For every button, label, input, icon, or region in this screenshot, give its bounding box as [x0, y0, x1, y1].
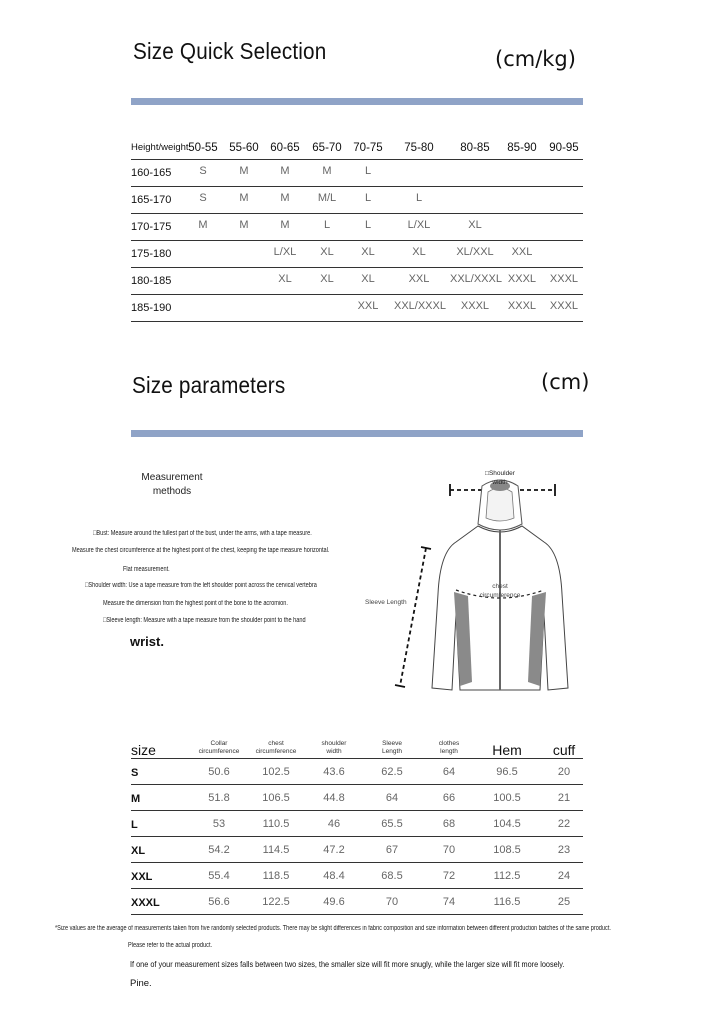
method-line-shoulder: □Shoulder width: Use a tape measure from the left shoulder point across the cervical vertebra [85, 582, 317, 589]
size-table-row [131, 889, 583, 915]
measurement-cell: 114.5 [262, 844, 290, 856]
measurement-cell: 65.5 [381, 818, 403, 830]
size-cell: XL [320, 273, 334, 285]
measurement-cell: 72 [442, 870, 456, 882]
quick-table-row [131, 268, 583, 295]
size-cell: XXXL [507, 273, 537, 285]
measurement-cell: 74 [442, 896, 456, 908]
size-cell: L [364, 219, 372, 231]
weight-header-8: 90-95 [549, 142, 579, 154]
size-parameters-title: Size parameters [132, 372, 286, 398]
size-cell: XL [361, 246, 375, 258]
section-divider-bar [131, 98, 583, 105]
weight-header-2: 60-65 [270, 142, 300, 154]
size-cell: XXL/XXXL [450, 273, 502, 285]
measurement-cell: 70 [442, 844, 456, 856]
note-pine: Pine. [130, 978, 152, 989]
column-header-line-1: chest [268, 740, 284, 747]
measurement-cell: 112.5 [493, 870, 521, 882]
measurement-cell: 66 [442, 792, 456, 804]
size-cell: L/XL [407, 219, 431, 231]
size-cell: M [280, 219, 290, 231]
size-table-row [131, 837, 583, 863]
weight-header-5: 75-80 [404, 142, 434, 154]
method-line-bust: □Bust: Measure around the fullest part of the bust, under the arms, with a tape measure. [93, 530, 312, 537]
size-label: L [131, 819, 138, 831]
measurement-cell: 53 [212, 818, 226, 830]
measurement-cell: 68.5 [381, 870, 403, 882]
size-label: XL [131, 845, 146, 857]
size-cell: XL [468, 219, 482, 231]
note-fit: If one of your measurement sizes falls between two sizes, the smaller size will fit more snugly, while the larger size will fit more loosely. [130, 959, 565, 969]
size-parameter-table [131, 735, 583, 915]
size-cell: XL [412, 246, 426, 258]
measurement-cell: 21 [557, 792, 571, 804]
size-label: S [131, 767, 139, 779]
weight-header-7: 85-90 [507, 142, 537, 154]
size-cell: XXXL [549, 273, 579, 285]
size-cell: L [415, 192, 423, 204]
measurement-cell: 62.5 [381, 766, 403, 778]
size-cell: XL/XXL [456, 246, 494, 258]
measurement-cell: 68 [442, 818, 456, 830]
measurement-cell: 67 [385, 844, 399, 856]
weight-header-6: 80-85 [460, 142, 490, 154]
jacket-illustration [360, 464, 590, 696]
chest-label-line-2: circumference [479, 592, 521, 599]
measurement-cell: 20 [557, 766, 571, 778]
method-line-chest: Measure the chest circumference at the highest point of the chest, keeping the tape measure horizontal. [72, 547, 330, 554]
column-header-4 [419, 740, 479, 756]
column-header-line-2: length [440, 748, 458, 755]
measurement-cell: 70 [385, 896, 399, 908]
size-quick-table [131, 137, 583, 322]
chest-circumference-label [472, 582, 528, 600]
size-cell: S [199, 165, 207, 177]
size-cell: XXXL [549, 300, 579, 312]
measurement-cell: 55.4 [208, 870, 230, 882]
weight-header-0: 50-55 [188, 142, 218, 154]
size-label: M [131, 793, 141, 805]
method-line-wrist: wrist. [130, 634, 164, 649]
measurement-cell: 49.6 [323, 896, 345, 908]
height-range-label: 160-165 [131, 167, 172, 179]
height-weight-label: Height/weight [131, 142, 189, 153]
quick-table-row [131, 160, 583, 187]
weight-header-1: 55-60 [229, 142, 259, 154]
column-header-2 [304, 740, 364, 756]
shoulder-width-label [478, 469, 522, 487]
measurement-cell: 96.5 [496, 766, 518, 778]
height-range-label: 185-190 [131, 302, 172, 314]
measurement-cell: 47.2 [323, 844, 345, 856]
chest-label-line-1: chest [492, 583, 508, 590]
size-cell: XL [320, 246, 334, 258]
measurement-cell: 24 [557, 870, 571, 882]
size-cell: XXL [511, 246, 533, 258]
column-header-0 [189, 740, 249, 756]
column-header-line-1: clothes [438, 740, 460, 747]
measurement-cell: 44.8 [323, 792, 345, 804]
column-header-line-1: Sleeve [382, 740, 402, 747]
measurement-cell: 25 [557, 896, 571, 908]
measurement-cell: 100.5 [493, 792, 521, 804]
size-label: XXL [131, 871, 153, 883]
size-cell: L [364, 192, 372, 204]
column-header-line-2: Length [382, 748, 402, 755]
note-refer: Please refer to the actual product. [128, 942, 213, 949]
quick-selection-unit: (cm/kg) [495, 47, 576, 71]
quick-table-row [131, 187, 583, 214]
measurement-cell: 122.5 [262, 896, 290, 908]
column-header-line-1: Collar [210, 740, 228, 747]
note-average: *Size values are the average of measurements taken from five randomly selected products. There may be slight differences in fabric composition and size information between different production batches of the same product. [55, 925, 611, 932]
measurement-cell: 118.5 [262, 870, 290, 882]
size-cell: M [198, 219, 208, 231]
measurement-cell: 64 [385, 792, 399, 804]
cuff-column-header: cuff [552, 742, 576, 758]
weight-header-4: 70-75 [353, 142, 383, 154]
height-range-label: 165-170 [131, 194, 172, 206]
size-cell: M [239, 165, 249, 177]
size-cell: M [239, 192, 249, 204]
jacket-measurement-diagram [360, 464, 590, 696]
method-line-acromion: Measure the dimension from the highest point of the bone to the acromion. [103, 600, 288, 607]
measurement-cell: 43.6 [323, 766, 345, 778]
sleeve-length-label: Sleeve Length [365, 599, 407, 606]
size-cell: M [239, 219, 249, 231]
column-header-line-2: circumference [198, 748, 240, 755]
measurement-cell: 102.5 [262, 766, 290, 778]
measurement-cell: 23 [557, 844, 571, 856]
quick-table-row [131, 241, 583, 268]
size-parameters-unit: (cm) [541, 370, 590, 394]
heading-line-2: methods [152, 486, 192, 497]
measurement-cell: 51.8 [208, 792, 230, 804]
size-cell: XXL [357, 300, 379, 312]
size-cell: M [280, 165, 290, 177]
quick-selection-title: Size Quick Selection [133, 38, 327, 64]
size-table-header [131, 735, 583, 759]
height-range-label: 180-185 [131, 275, 172, 287]
measurement-cell: 106.5 [262, 792, 290, 804]
method-line-sleeve: □Sleeve length: Measure with a tape measure from the shoulder point to the hand [103, 617, 306, 624]
size-cell: XL [361, 273, 375, 285]
measurement-methods-heading [140, 471, 204, 499]
column-header-1 [246, 740, 306, 756]
quick-table-row [131, 214, 583, 241]
size-cell: XXXL [507, 300, 537, 312]
measurement-cell: 116.5 [493, 896, 521, 908]
size-cell: M/L [317, 192, 337, 204]
measurement-cell: 104.5 [493, 818, 521, 830]
height-range-label: 175-180 [131, 248, 172, 260]
measurement-cell: 56.6 [208, 896, 230, 908]
size-cell: XXXL [460, 300, 490, 312]
column-header-line-1: shoulder [321, 740, 347, 747]
measurement-cell: 54.2 [208, 844, 230, 856]
height-range-label: 170-175 [131, 221, 172, 233]
size-table-row [131, 785, 583, 811]
size-cell: XXL [408, 273, 430, 285]
size-cell: L/XL [273, 246, 297, 258]
column-header-3 [362, 740, 422, 756]
size-table-row [131, 811, 583, 837]
hem-column-header: Hem [492, 742, 522, 758]
shoulder-label-line-1: □Shoulder [485, 470, 515, 477]
size-column-header: size [131, 742, 156, 758]
size-cell: M [280, 192, 290, 204]
column-header-line-2: width [326, 748, 342, 755]
measurement-cell: 108.5 [493, 844, 521, 856]
size-cell: L [364, 165, 372, 177]
shoulder-label-line-2: width [492, 479, 508, 486]
size-cell: XXL/XXXL [394, 300, 446, 312]
heading-line-1: Measurement [141, 472, 203, 483]
method-line-flat: Flat measurement. [123, 566, 170, 573]
size-label: XXXL [131, 897, 160, 909]
measurement-cell: 64 [442, 766, 456, 778]
quick-table-header [131, 137, 583, 160]
measurement-cell: 48.4 [323, 870, 345, 882]
size-cell: L [323, 219, 331, 231]
measurement-cell: 110.5 [262, 818, 290, 830]
size-cell: XL [278, 273, 292, 285]
size-table-row [131, 759, 583, 785]
size-cell: S [199, 192, 207, 204]
size-cell: M [322, 165, 332, 177]
measurement-cell: 22 [557, 818, 571, 830]
measurement-cell: 50.6 [208, 766, 230, 778]
quick-table-row [131, 295, 583, 322]
section-divider-bar [131, 430, 583, 437]
measurement-cell: 46 [327, 818, 341, 830]
column-header-line-2: circumference [255, 748, 297, 755]
size-table-row [131, 863, 583, 889]
weight-header-3: 65-70 [312, 142, 342, 154]
